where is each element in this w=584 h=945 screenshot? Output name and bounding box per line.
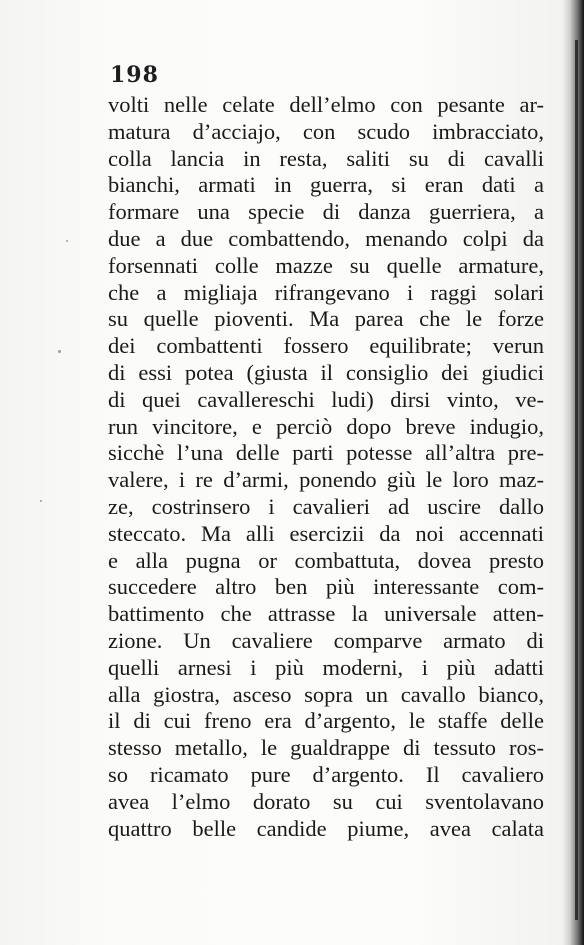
body-text <box>108 92 544 842</box>
text-line: il di cui freno era d’argento, le staffe delle <box>108 708 544 734</box>
page-number: 198 <box>110 62 159 88</box>
text-line: dei combattenti fossero equilibrate; verun <box>108 333 544 359</box>
text-line: alla giostra, asceso sopra un cavallo bianco, <box>108 681 544 707</box>
paper-speck <box>66 240 68 242</box>
text-line: stesso metallo, le gualdrappe di tessuto ros- <box>108 735 544 761</box>
text-line: bianchi, armati in guerra, si eran dati a <box>108 172 544 198</box>
text-line: di essi potea (giusta il consiglio dei giudici <box>108 359 544 385</box>
text-line: forsennati colle mazze su quelle armature, <box>108 252 544 278</box>
paper-speck <box>58 350 61 353</box>
text-line: run vincitore, e perciò dopo breve indugio, <box>108 413 544 439</box>
text-line: sicchè l’una delle parti potesse all’altra pre- <box>108 440 544 466</box>
text-line: che a migliaja rifrangevano i raggi solari <box>108 279 544 305</box>
text-line: di quei cavallereschi ludi) dirsi vinto, ve- <box>108 386 544 412</box>
text-line: su quelle pioventi. Ma parea che le forze <box>108 306 544 332</box>
text-line: ze, costrinsero i cavalieri ad uscire dallo <box>108 493 544 519</box>
text-line: battimento che attrasse la universale atten- <box>108 601 544 627</box>
page-binding-shadow <box>562 0 584 945</box>
text-line: zione. Un cavaliere comparve armato di <box>108 627 544 653</box>
text-line: due a due combattendo, menando colpi da <box>108 225 544 251</box>
text-line: steccato. Ma alli esercizii da noi accennati <box>108 520 544 546</box>
text-line: formare una specie di danza guerriera, a <box>108 199 544 225</box>
text-line: avea l’elmo dorato su cui sventolavano <box>108 788 544 814</box>
page-edge-line <box>575 40 578 920</box>
text-line: colla lancia in resta, saliti su di cavalli <box>108 145 544 171</box>
text-line: quelli arnesi i più moderni, i più adatti <box>108 654 544 680</box>
text-line: quattro belle candide piume, avea calata <box>108 815 544 841</box>
paper-speck <box>40 500 42 502</box>
text-line: volti nelle celate dell’elmo con pesante ar- <box>108 92 544 117</box>
text-line: so ricamato pure d’argento. Il cavaliero <box>108 761 544 787</box>
text-line: matura d’acciajo, con scudo imbracciato, <box>108 118 544 144</box>
text-line: succedere altro ben più interessante com- <box>108 574 544 600</box>
text-line: valere, i re d’armi, ponendo giù le loro maz- <box>108 467 544 493</box>
text-line: e alla pugna or combattuta, dovea presto <box>108 547 544 573</box>
